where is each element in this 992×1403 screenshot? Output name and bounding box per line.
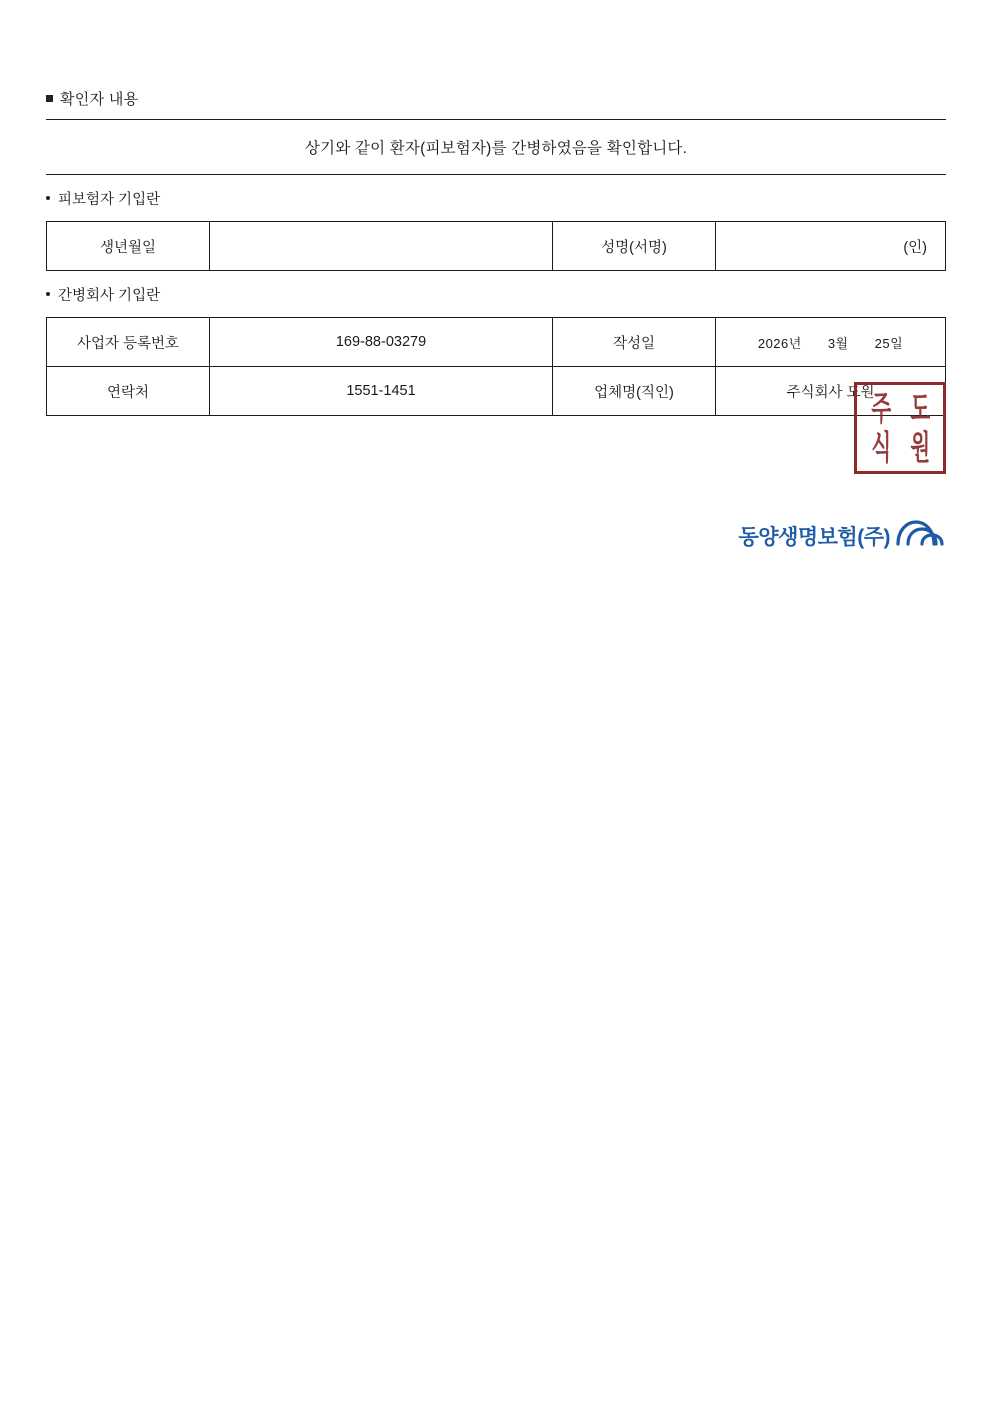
business-number-value[interactable]: 169-88-03279 (210, 318, 553, 367)
write-date-label: 작성일 (553, 318, 716, 367)
birthdate-field[interactable] (210, 222, 553, 271)
square-bullet-icon (46, 95, 53, 102)
table-row (47, 318, 946, 367)
seal-char-1: 주 (871, 388, 890, 429)
dot-bullet-icon (46, 196, 50, 200)
seal-char-2: 도 (910, 388, 929, 429)
birthdate-label: 생년월일 (47, 222, 210, 271)
contact-label: 연락처 (47, 367, 210, 416)
dot-bullet-icon (46, 292, 50, 296)
table-row (47, 222, 946, 271)
date-day: 25일 (874, 335, 904, 351)
company-seal-stamp-icon (854, 382, 946, 474)
company-section-heading (46, 271, 946, 317)
signature-label: 성명(서명) (553, 222, 716, 271)
seal-char-4: 원 (910, 427, 929, 468)
table-row (47, 367, 946, 416)
seal-char-3: 식 (871, 427, 890, 468)
company-name-value[interactable]: 주식회사 도원 (716, 367, 946, 416)
section-heading (46, 0, 946, 109)
signature-field[interactable]: (인) (716, 222, 946, 271)
date-year: 2026년 (757, 335, 802, 351)
confirmation-statement: 상기와 같이 환자(피보험자)를 간병하였음을 확인합니다. (46, 119, 946, 175)
write-date-value[interactable] (716, 318, 946, 367)
date-parts (728, 333, 933, 352)
section-heading-label: 확인자 내용 (60, 91, 139, 108)
date-month: 3월 (827, 335, 849, 351)
insurer-logo-text: 동양생명보험(주) (738, 526, 890, 549)
insured-table (46, 221, 946, 271)
seal-glyphs (861, 389, 939, 467)
company-section-label: 간병회사 기입란 (58, 287, 161, 304)
insurer-logo (738, 512, 947, 549)
business-number-label: 사업자 등록번호 (47, 318, 210, 367)
wave-mark-icon (894, 512, 946, 546)
company-name-label: 업체명(직인) (553, 367, 716, 416)
insured-section-label: 피보험자 기입란 (58, 191, 161, 208)
insured-section-heading (46, 175, 946, 221)
company-table (46, 317, 946, 416)
contact-value[interactable]: 1551-1451 (210, 367, 553, 416)
